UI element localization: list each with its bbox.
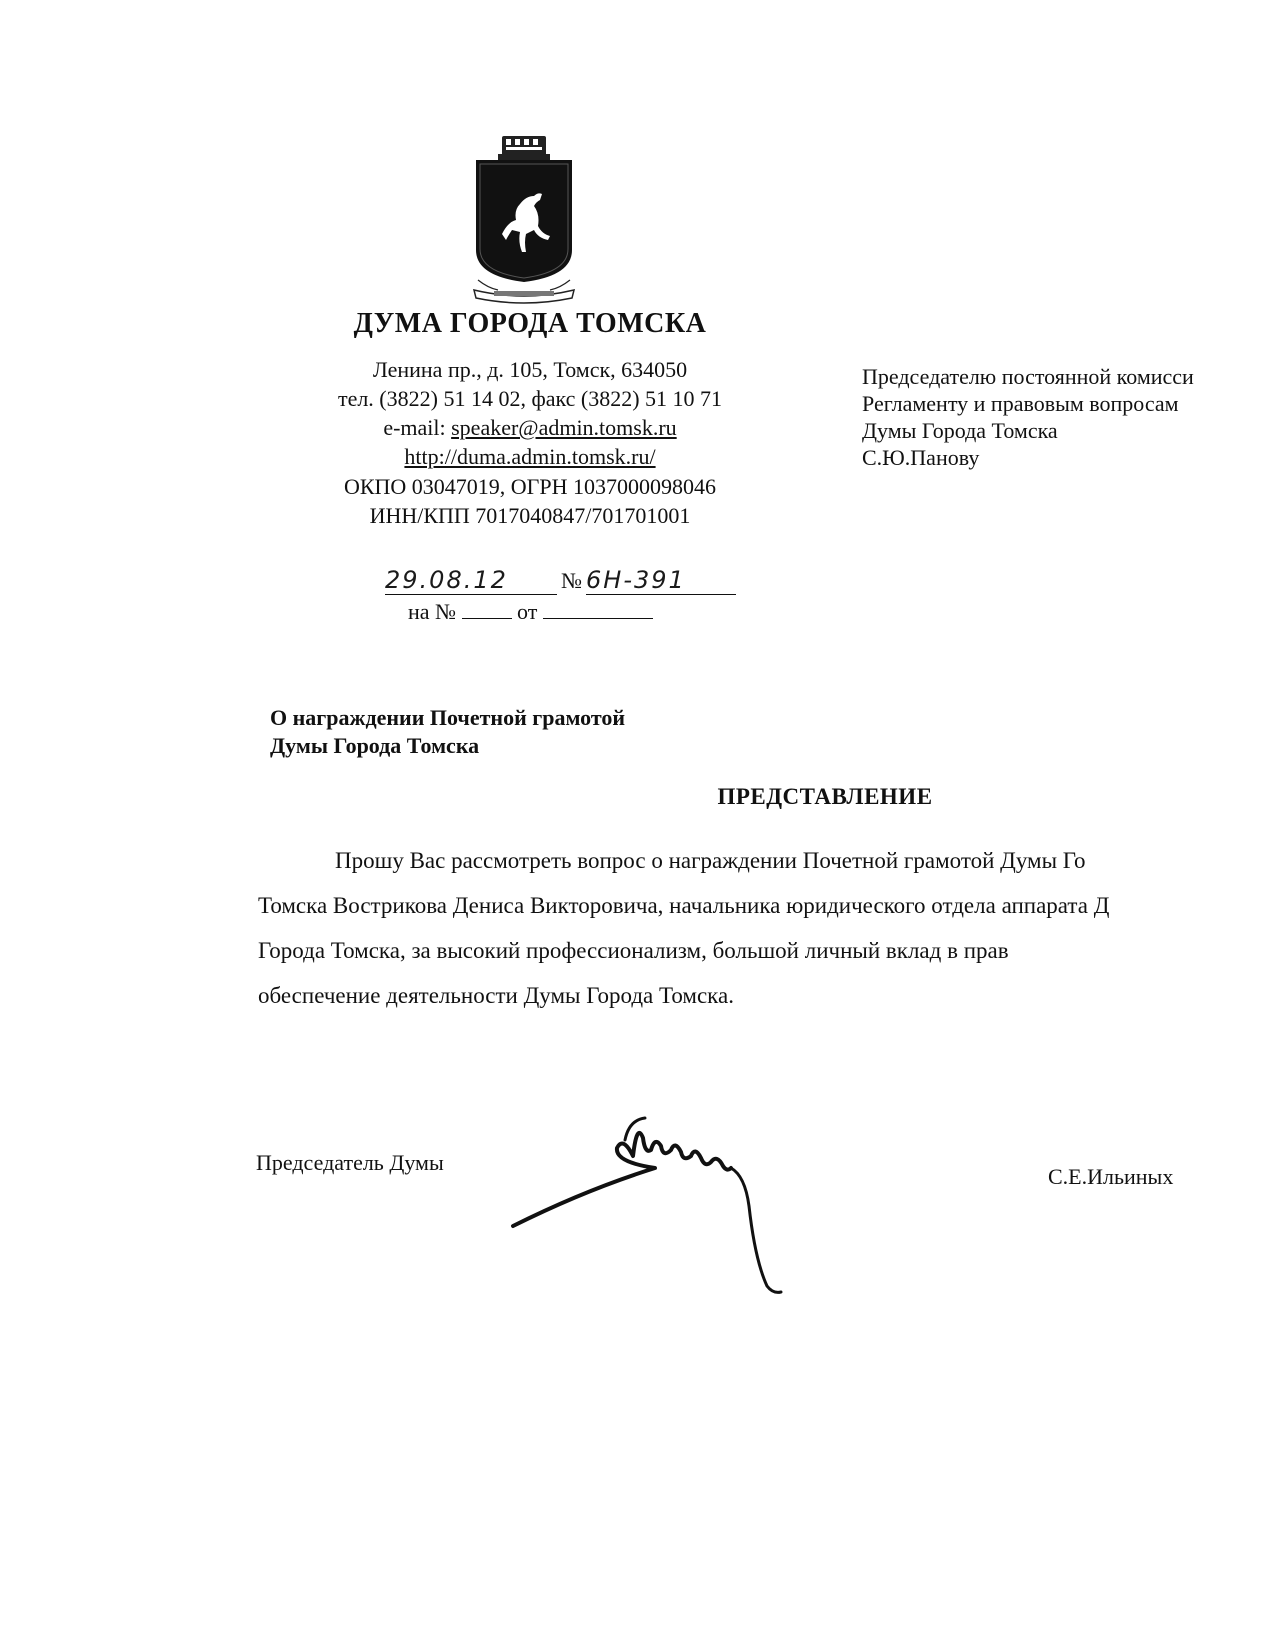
document-type-heading: ПРЕДСТАВЛЕНИЕ xyxy=(717,784,933,809)
tomsk-coat-of-arms-emblem xyxy=(468,130,580,308)
phone-fax-line: тел. (3822) 51 14 02, факс (3822) 51 10 71 xyxy=(337,386,723,411)
body-text-line: Томска Вострикова Дениса Викторовича, начальника юридического отдела аппарата Д xyxy=(258,893,1110,918)
signatory-name: С.Е.Ильиных xyxy=(1048,1164,1174,1189)
subject-line: Думы Города Томска xyxy=(270,733,480,758)
reply-date-blank xyxy=(543,598,653,619)
recipient-line: Председателю постоянной комисси xyxy=(862,364,1194,389)
address-line: Ленина пр., д. 105, Томск, 634050 xyxy=(372,357,688,382)
recipient-line: Регламенту и правовым вопросам xyxy=(862,391,1179,416)
okpo-ogrn-line: ОКПО 03047019, ОГРН 1037000098046 xyxy=(343,474,717,499)
email-line xyxy=(250,413,810,442)
website-line xyxy=(250,442,810,471)
from-label: от xyxy=(517,599,538,624)
signatory-position: Председатель Думы xyxy=(256,1150,444,1175)
recipient-line: Думы Города Томска xyxy=(862,418,1058,443)
recipient-line: С.Ю.Панову xyxy=(862,445,980,470)
handwritten-signature xyxy=(505,1110,815,1300)
number-sign: № xyxy=(561,568,582,593)
registration-date: 29.08.12 xyxy=(385,566,557,595)
reply-number-blank xyxy=(462,598,512,619)
registration-number: 6Н-391 xyxy=(586,566,736,595)
email-link[interactable]: speaker@admin.tomsk.ru xyxy=(451,415,677,440)
organization-title: ДУМА ГОРОДА ТОМСКА xyxy=(353,308,707,339)
website-link[interactable]: http://duma.admin.tomsk.ru/ xyxy=(404,444,656,469)
body-text-line: обеспечение деятельности Думы Города Томска. xyxy=(258,983,734,1008)
subject-line: О награждении Почетной грамотой xyxy=(270,705,626,730)
email-label: e-mail: xyxy=(383,415,452,440)
body-text-line: Города Томска, за высокий профессионализм, большой личный вклад в прав xyxy=(258,938,1009,963)
body-text-line: Прошу Вас рассмотреть вопрос о награждении Почетной грамотой Думы Го xyxy=(335,848,1086,873)
registration-line xyxy=(385,566,736,595)
inn-kpp-line: ИНН/КПП 7017040847/701701001 xyxy=(369,503,691,528)
reply-reference-line xyxy=(408,598,653,625)
reply-to-label: на № xyxy=(408,599,457,624)
